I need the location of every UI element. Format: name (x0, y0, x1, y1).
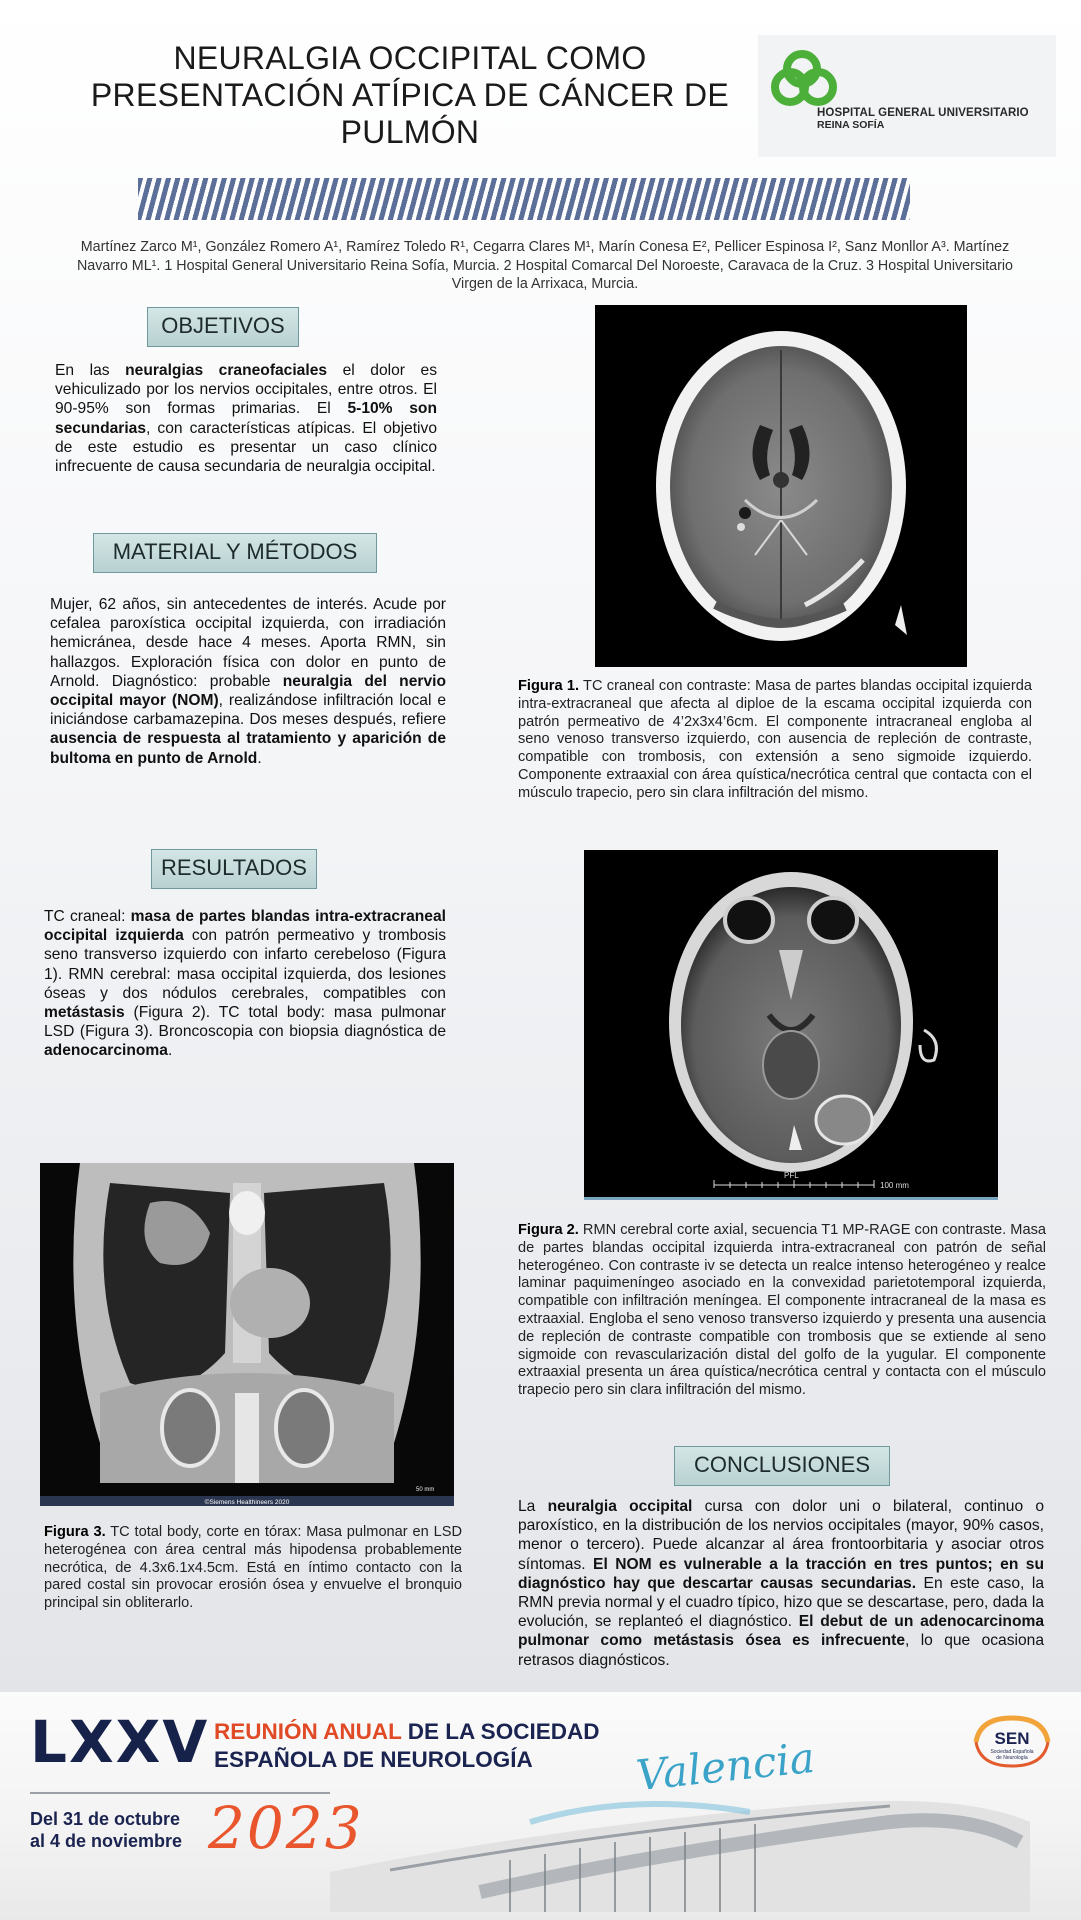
figure-3-caption: Figura 3. TC total body, corte en tórax: Masa pulmonar en LSD heterogénea con área central más hipodensa probablemente necrótica, de 4.3x6.1x4.5cm. Está en íntimo contacto con la pared costal sin provocar erosión ósea y envuelve el bronquio principal sin obliterarlo. (44, 1524, 462, 1612)
hospital-logo-line2: REINA SOFÍA (817, 119, 885, 131)
congress-dates: Del 31 de octubre al 4 de noviembre (30, 1809, 183, 1851)
hospital-logo (758, 35, 1056, 157)
section-heading-objetivos: OBJETIVOS (147, 307, 299, 347)
figure-2-scale-label: 100 mm (880, 1181, 909, 1190)
congress-year: 2023 (208, 1794, 364, 1862)
section-heading-conclusiones: CONCLUSIONES (674, 1446, 890, 1486)
congress-name: REUNIÓN ANUAL DE LA SOCIEDAD ESPAÑOLA DE NEUROLOGÍA (214, 1719, 600, 1772)
poster-title: NEURALGIA OCCIPITAL COMO PRESENTACIÓN ATÍPICA DE CÁNCER DE PULMÓN (90, 40, 730, 150)
resultados-text: TC craneal: masa de partes blandas intra-extracraneal occipital izquierda con patrón permeativo y trombosis seno transverso izquierdo con infarto cerebeloso (Figura 1). RMN cerebral: masa occipital izquierda, dos lesiones óseas y dos nódulos cerebrales, compatibles con metástasis (Figura 2). TC total body: masa pulmonar LSD (Figura 3). Broncoscopia con biopsia diagnóstica de adenocarcinoma. (44, 908, 446, 1060)
sen-logo-sub1: Sociedad Española (990, 1749, 1034, 1755)
figure-3-scale-label: 50 mm (416, 1487, 435, 1493)
figure-3-copyright: ©Siemens Healthineers 2020 (204, 1499, 290, 1506)
sen-logo-text: SEN (994, 1729, 1030, 1748)
sen-logo (966, 1712, 1058, 1772)
congress-city: Valencia (633, 1732, 817, 1801)
figure-1-ct-head-image (595, 305, 967, 667)
figure-2-mri-image (584, 850, 998, 1200)
figure-3-ct-thorax-image (40, 1163, 454, 1506)
material-metodos-text: Mujer, 62 años, sin antecedentes de interés. Acude por cefalea paroxística occipital izquierda, con irradiación hemicránea, desde hace 4 meses. Aporta RMN, sin hallazgos. Exploración física con dolor en punto de Arnold. Diagnóstico: probable neuralgia del nervio occipital mayor (NOM), realizándose infiltración local e iniciándose carbamazepina. Dos meses después, refiere ausencia de respuesta al tratamiento y aparición de bultoma en punto de Arnold. (50, 596, 446, 767)
section-heading-material-metodos: MATERIAL Y MÉTODOS (93, 533, 377, 573)
hospital-logo-line1: HOSPITAL GENERAL UNIVERSITARIO (817, 107, 1029, 119)
section-heading-resultados: RESULTADOS (151, 849, 317, 889)
conclusiones-text: La neuralgia occipital cursa con dolor uni o bilateral, continuo o paroxístico, en la distribución de los nervios occipitales (mayor, 90% casos, menor o tercero). Puede alcanzar al área frontoorbitaria y asociar otros síntomas. El NOM es vulnerable a la tracción en tres puntos; en su diagnóstico hay que descartar causas secundarias. En este caso, la RMN previa normal y el cuadro típico, hizo que se descartase, pero, dada la evolución, se replanteó el diagnóstico. El debut de un adenocarcinoma pulmonar como metástasis ósea es infrecuente, lo que ocasiona retrasos diagnósticos. (518, 1498, 1045, 1669)
figure-1-caption: Figura 1. TC craneal con contraste: Masa de partes blandas occipital izquierda intra-extracraneal que afecta al diploe de la escama occipital izquierda con patrón permeativo de 4’2x3x4’6cm. El componente intracraneal engloba al seno venoso transverso izquierdo, con ausencia de repleción de contraste, compatible con trombosis, con extensión a seno sigmoide izquierdo. Componente extraaxial con área quística/necrótica central que contacta con el músculo trapecio, pero sin clara infiltración del mismo. (518, 678, 1032, 801)
congress-edition: LXXV (30, 1708, 210, 1776)
objetivos-text: En las neuralgias craneofaciales el dolor es vehiculizado por los nervios occipitales, entre otros. El 90-95% son formas primarias. El 5-10% son secundarias, con características atípicas. El objetivo de este estudio es presentar un caso clínico infrecuente de causa secundaria de neuralgia occipital. (55, 362, 437, 476)
decorative-stripe-bar (138, 178, 910, 220)
figure-2-caption: Figura 2. RMN cerebral corte axial, secuencia T1 MP-RAGE con contraste. Masa de partes blandas occipital izquierda intra-extracraneal con patrón de señal heterogéneo. Con contraste iv se detecta un realce intenso heterogéneo y realce laminar paquimeníngeo asociado en la convexidad parietotemporal izquierda, compatible con infiltración meníngea. El componente intracraneal de la masa es extraaxial. Engloba el seno venoso transverso izquierdo y presenta una ausencia de repleción de contraste compatible con trombosis que se extiende al seno sigmoide con revascularización distal del golfo de la yugular. El componente extraaxial presenta un área quística/necrótica central y contacta con el músculo trapecio pero sin clara infiltración del mismo. (518, 1222, 1046, 1399)
authors-affiliations: Martínez Zarco M¹, González Romero A¹, Ramírez Toledo R¹, Cegarra Clares M¹, Marín Conesa E², Pellicer Espinosa I², Sanz Monllor A³. Martínez Navarro ML¹. 1 Hospital General Universitario Reina Sofía, Murcia. 2 Hospital Comarcal Del Noroeste, Caravaca de la Cruz. 3 Hospital Universitario Virgen de la Arrixaca, Murcia. (76, 239, 1014, 292)
sen-logo-sub2: de Neurología (996, 1755, 1028, 1761)
figure-2-pfl-label: PFL (784, 1171, 799, 1180)
